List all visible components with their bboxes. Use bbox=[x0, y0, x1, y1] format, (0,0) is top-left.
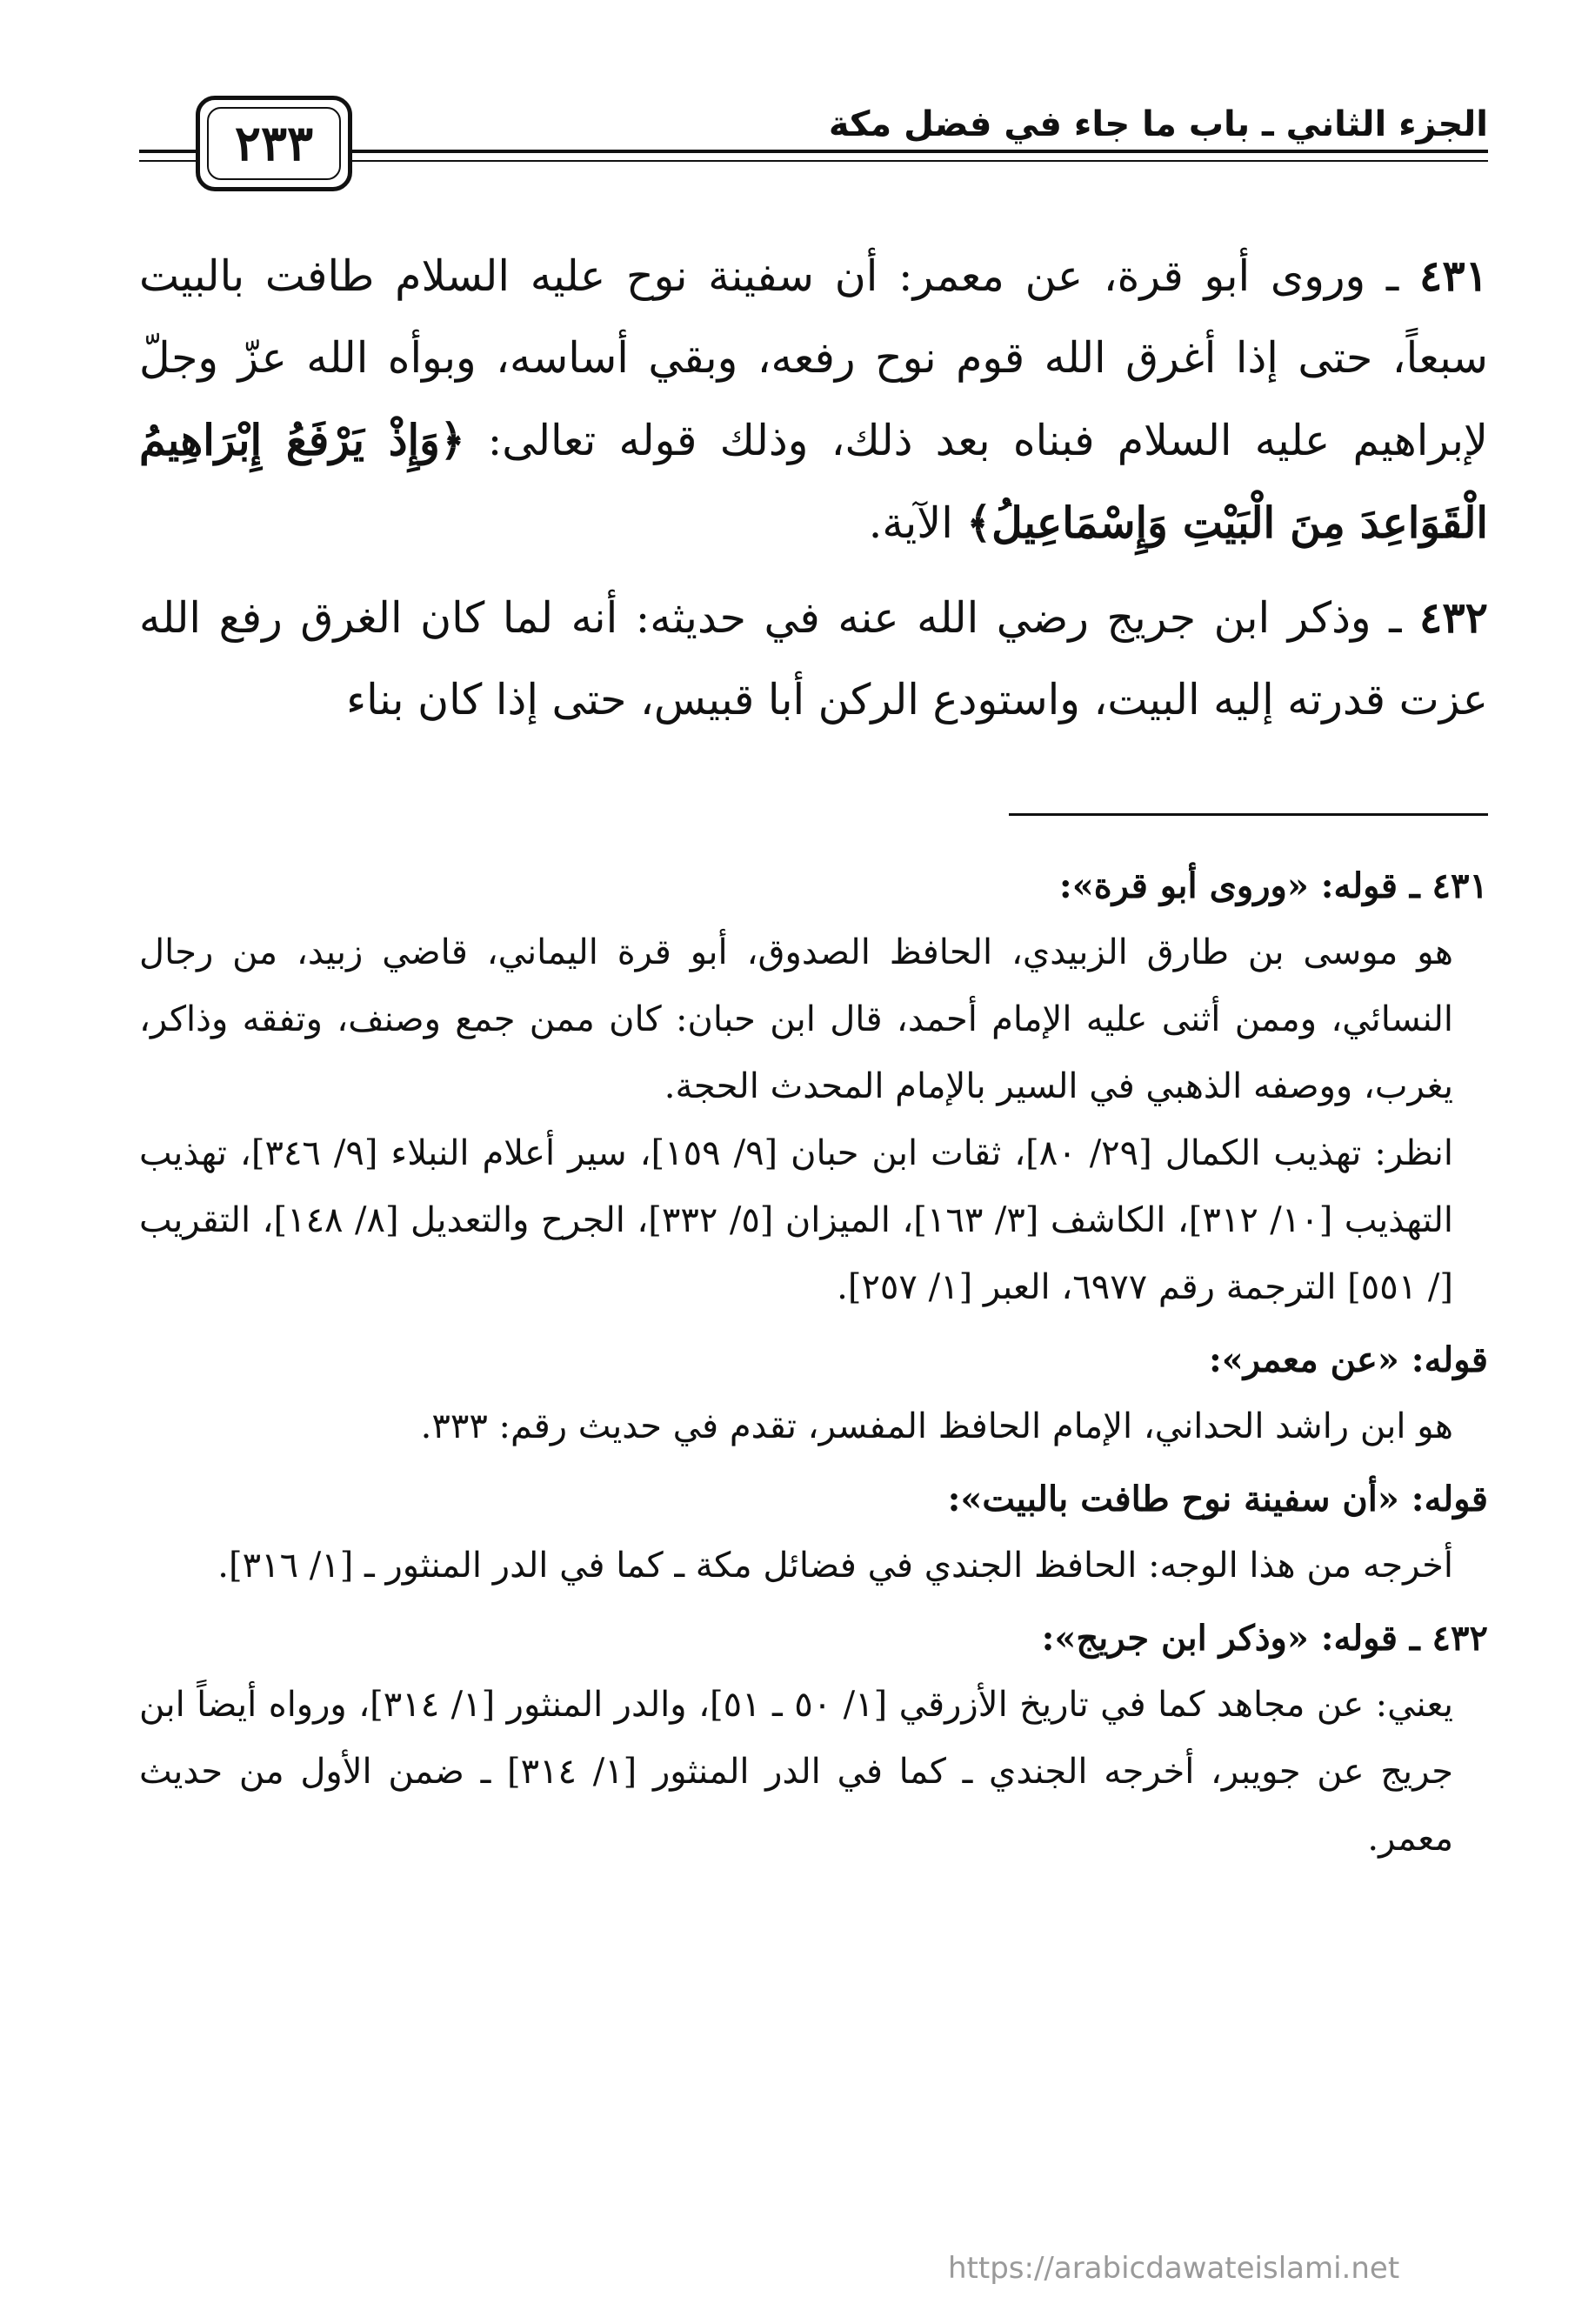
note-body: يعني: عن مجاهد كما في تاريخ الأزرقي [١/ ٥٠ ـ ٥١]، والدر المنثور [١/ ٣١٤]، ورواه أيضاً ابن جريج عن جويبر، أخرجه الجندي ـ كما في الدر المنثور [١/ ٣١٤] ـ ضمن الأول من حديث معمر. bbox=[139, 1685, 1453, 1859]
header-rule bbox=[139, 160, 196, 162]
note-body: أخرجه من هذا الوجه: الحافظ الجندي في فضائل مكة ـ كما في الدر المنثور ـ [١/ ٣١٦]. bbox=[217, 1546, 1453, 1586]
note-body: انظر: تهذيب الكمال [٢٩/ ٨٠]، ثقات ابن حبان [٩/ ١٥٩]، سير أعلام النبلاء [٩/ ٣٤٦]، تهذيب التهذيب [١٠/ ٣١٢]، الكاشف [٣/ ١٦٣]، الميزان [٥/ ٣٣٢]، الجرح والتعديل [٨/ ١٤٨]، التقريب [/ ٥٥١] الترجمة رقم ٦٩٧٧، العبر [١/ ٢٥٧]. bbox=[139, 1133, 1454, 1307]
running-title: الجزء الثاني ـ باب ما جاء في فضل مكة bbox=[828, 104, 1488, 144]
page-number-frame bbox=[196, 96, 352, 191]
note-heading: قوله: «أن سفينة نوح طافت بالبيت»: bbox=[947, 1479, 1488, 1519]
header-rule bbox=[139, 150, 196, 153]
paragraph-431 bbox=[139, 235, 1488, 564]
quran-verse: ﴿وَإِذْ يَرْفَعُ إِبْرَاهِيمُ الْقَوَاعِدَ مِنَ الْبَيْتِ وَإِسْمَاعِيلُ﴾ bbox=[139, 415, 1488, 548]
paragraph-text: ـ وذكر ابن جريج رضي الله عنه في حديثه: أنه لما كان الغرق رفع الله عزت قدرته إليه البيت، واستودع الركن أبا قبيس، حتى إذا كان بناء bbox=[139, 593, 1488, 725]
note-heading: قوله: «عن معمر»: bbox=[1208, 1339, 1488, 1380]
hadith-number: ٤٣٢ bbox=[1419, 592, 1488, 643]
paragraph-432 bbox=[139, 577, 1488, 741]
note-body: هو ابن راشد الحداني، الإمام الحافظ المفسر، تقدم في حديث رقم: ٣٣٣. bbox=[420, 1406, 1453, 1446]
note-body: هو موسى بن طارق الزبيدي، الحافظ الصدوق، أبو قرة اليماني، قاضي زبيد، من رجال النسائي، وممن أثنى عليه الإمام أحمد، قال ابن حبان: كان ممن جمع وصنف، وتفقه وذاكر، يغرب، ووصفه الذهبي في السير بالإمام المحدث الحجة. bbox=[139, 932, 1454, 1106]
note-heading: ٤٣٢ ـ قوله: «وذكر ابن جريج»: bbox=[1041, 1618, 1488, 1659]
watermark-url: https://arabicdawateislami.net bbox=[948, 2251, 1400, 2286]
hadith-number: ٤٣١ bbox=[1419, 250, 1488, 301]
note-heading: ٤٣١ ـ قوله: «وروى أبو قرة»: bbox=[1058, 865, 1488, 906]
paragraph-text: ـ وروى أبو قرة، عن معمر: أن سفينة نوح عليه السلام طافت بالبيت سبعاً، حتى إذا أغرق الله قوم نوح رفعه، وبقي أساسه، وبوأه الله عزّ وجلّ لإبراهيم عليه السلام فبناه بعد ذلك، وذلك قوله تعالى: bbox=[139, 251, 1488, 465]
footnote-separator bbox=[1009, 813, 1488, 816]
main-text bbox=[139, 235, 1488, 753]
footnotes bbox=[139, 852, 1488, 1873]
header-rule bbox=[352, 160, 1488, 162]
paragraph-text: الآية. bbox=[868, 498, 967, 548]
page-number: ٢٣٣ bbox=[207, 107, 341, 180]
header-rule bbox=[352, 150, 1488, 153]
